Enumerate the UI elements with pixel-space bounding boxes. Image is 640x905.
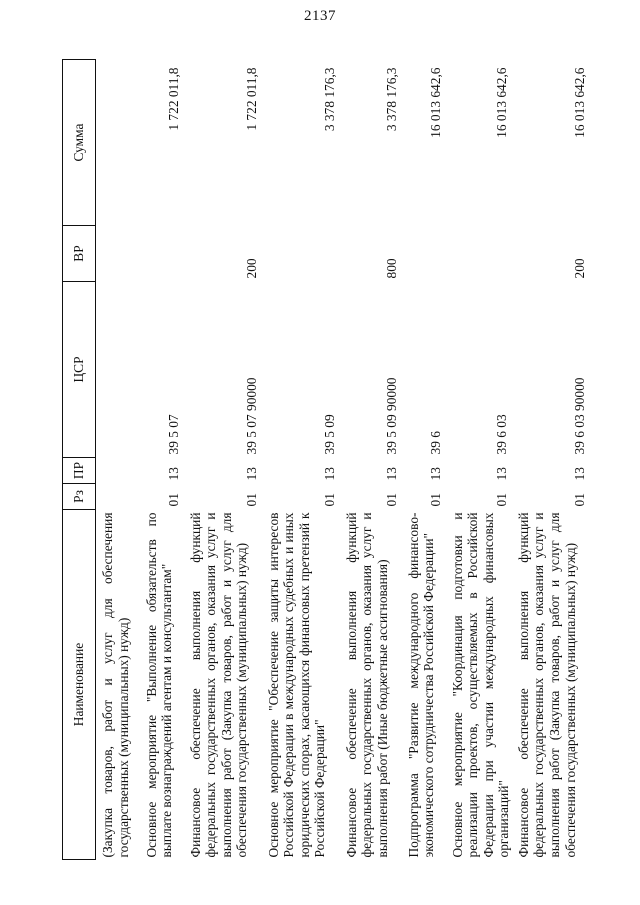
table-row (512, 60, 590, 860)
row-csr: 39 5 07 (165, 414, 181, 455)
row-vr (402, 226, 446, 282)
row-name: Финансовое обеспечение выполнения функций федеральных государственных органов, оказания услуг и выполнения работ (Закупка товаров, работ и услуг для обеспечения государственных (муниципальных) нужд) (515, 512, 578, 858)
row-pr: 13 (383, 467, 399, 481)
row-sum: 3 378 176,3 (321, 67, 337, 132)
row-pr: 13 (572, 467, 588, 481)
row-csr: 39 5 09 90000 (383, 377, 399, 455)
row-name: Финансовое обеспечение выполнения функций федеральных государственных органов, оказания услуг и выполнения работ (Иные бюджетные ассигнования) (343, 512, 390, 858)
row-rz: 01 (494, 493, 510, 507)
budget-table-rotated (62, 60, 598, 860)
row-rz: 01 (572, 493, 588, 507)
row-pr: 13 (243, 467, 259, 481)
table-row (262, 60, 340, 860)
row-rz: 01 (243, 493, 259, 507)
table-row (446, 60, 512, 860)
row-csr: 39 6 (427, 431, 443, 455)
row-pr: 13 (494, 467, 510, 481)
row-sum: 16 013 642,6 (572, 67, 588, 138)
header-vr: ВР (63, 226, 96, 282)
page-number: 2137 (304, 8, 336, 24)
row-pr: 13 (427, 467, 443, 481)
row-sum: 16 013 642,6 (427, 67, 443, 138)
row-csr (96, 282, 140, 458)
row-vr (262, 226, 340, 282)
row-sum: 1 722 011,8 (243, 67, 259, 131)
row-rz: 01 (165, 493, 181, 507)
table-row (96, 60, 140, 860)
row-sum: 3 378 176,3 (383, 67, 399, 132)
row-name: (Закупка товаров, работ и услуг для обеспечения государственных (муниципальных) нужд) (100, 512, 131, 858)
row-vr (96, 226, 140, 282)
header-sum: Сумма (63, 60, 96, 226)
row-csr: 39 5 09 (321, 414, 337, 455)
row-rz: 01 (383, 493, 399, 507)
row-pr (96, 458, 140, 484)
row-name: Основное мероприятие "Координация подготовки и реализации проектов, осуществляемых в Российской Федерации при участии международных финансовых организаций" (449, 512, 512, 858)
row-vr (140, 226, 184, 282)
header-rz: Рз (63, 484, 96, 510)
row-vr: 800 (383, 258, 399, 279)
row-name: Подпрограмма "Развитие международного финансово-экономического сотрудничества Российской Федерации" (405, 512, 437, 858)
row-rz: 01 (427, 493, 443, 507)
row-pr: 13 (321, 467, 337, 481)
row-vr: 200 (572, 258, 588, 279)
row-rz: 01 (321, 493, 337, 507)
table-row (340, 60, 402, 860)
header-name: Наименование (63, 510, 96, 860)
row-csr: 39 6 03 (494, 414, 510, 455)
row-sum: 1 722 011,8 (165, 67, 181, 131)
row-name: Основное мероприятие "Выполнение обязательств по выплате вознаграждений агентам и консультантам" (143, 512, 175, 858)
table-row (140, 60, 184, 860)
table-row (402, 60, 446, 860)
row-pr: 13 (165, 467, 181, 481)
row-vr: 200 (243, 258, 259, 279)
row-sum (96, 60, 140, 226)
budget-table (62, 59, 590, 860)
row-csr: 39 6 03 90000 (572, 377, 588, 455)
row-vr (446, 226, 512, 282)
row-name: Основное мероприятие "Обеспечение защиты интересов Российской Федерации в международных судебных и иных юридических спорах, касающихся финансовых претензий к Российской Федерации" (265, 512, 328, 858)
row-rz (96, 484, 140, 510)
row-name: Финансовое обеспечение выполнения функций федеральных государственных органов, оказания услуг и выполнения работ (Закупка товаров, работ и услуг для обеспечения государственных (муниципальных) нужд) (187, 512, 250, 858)
header-pr: ПР (63, 458, 96, 484)
header-csr: ЦСР (63, 282, 96, 458)
row-csr: 39 5 07 90000 (243, 377, 259, 455)
table-row (184, 60, 262, 860)
table-header-row (63, 60, 96, 860)
row-sum: 16 013 642,6 (494, 67, 510, 138)
table-body (96, 60, 590, 860)
